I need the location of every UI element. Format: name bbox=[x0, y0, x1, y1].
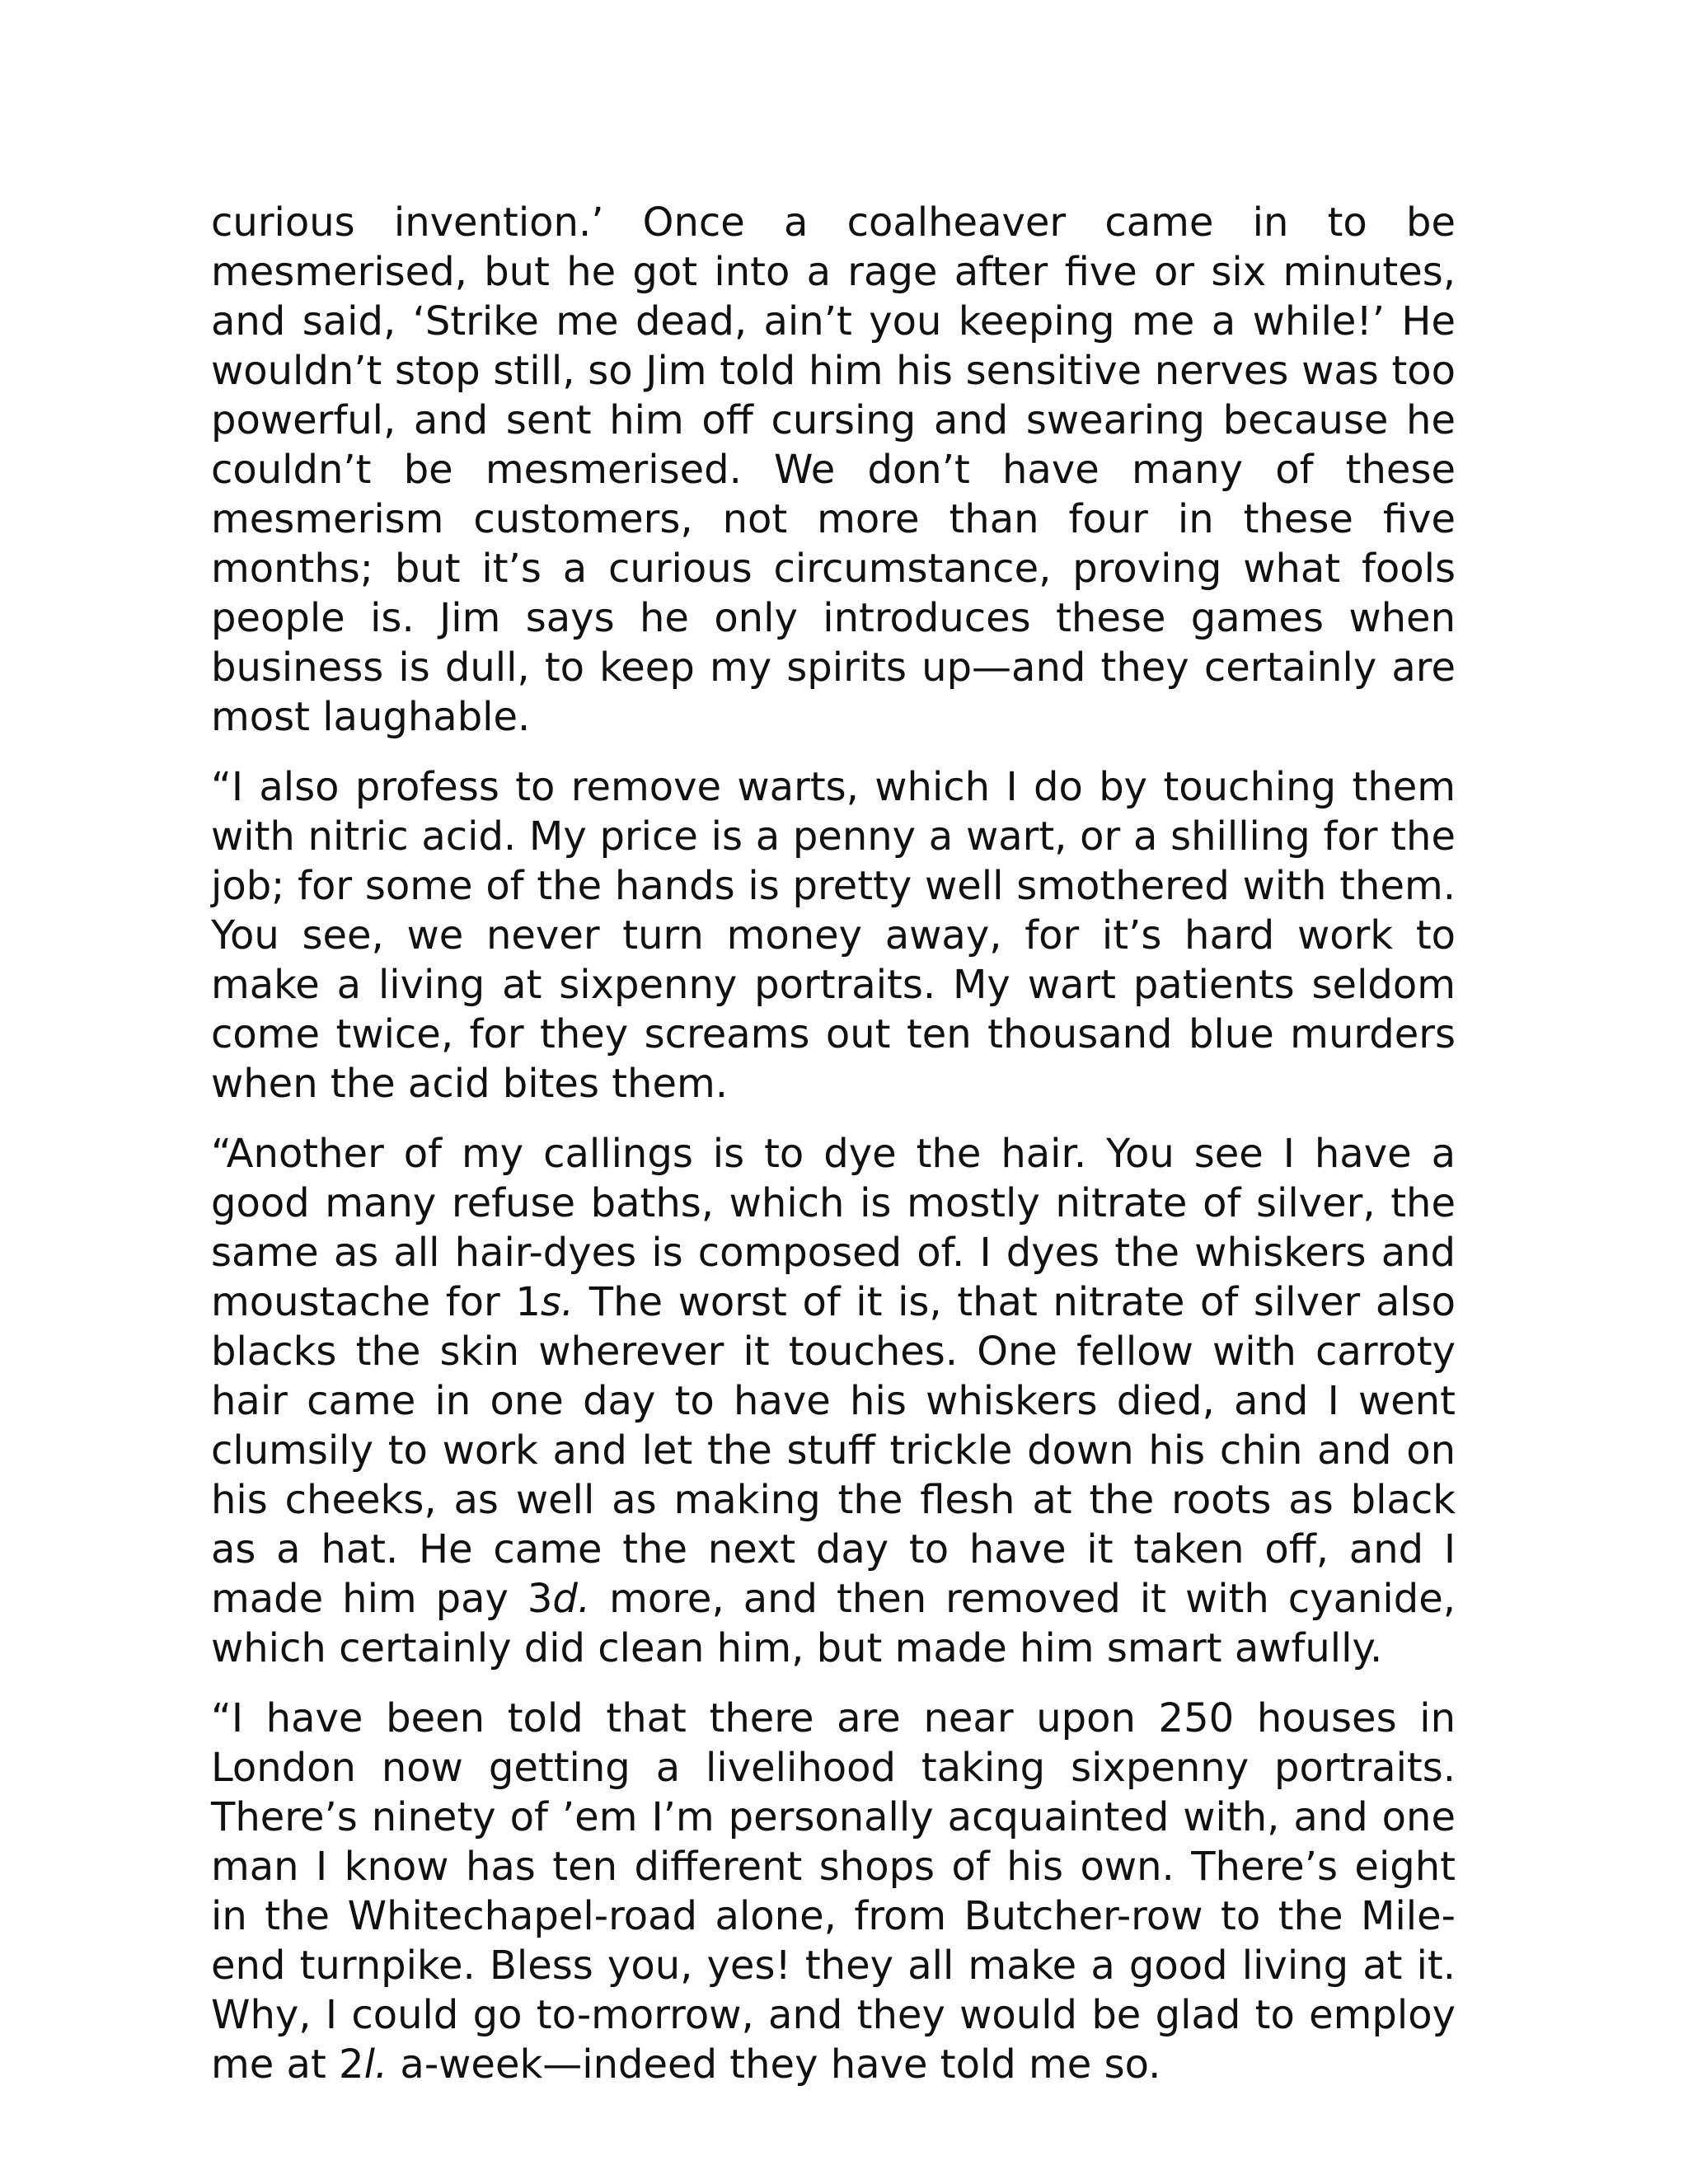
paragraph-text: “Another of my callings is to dye the hair. You see I have a good many refuse baths, which is mostly nitrate of silver, the same as all hair-dyes is composed of. I dyes the whiskers and moustache for 1 bbox=[211, 1131, 1456, 1325]
shilling-abbrev: s. bbox=[540, 1279, 574, 1325]
paragraph-text: more, and then removed it with cyanide, which certainly did clean him, but made him smart awfully. bbox=[211, 1576, 1456, 1671]
paragraph-text: The worst of it is, that nitrate of silver also blacks the skin wherever it touches. One fellow with carroty hair came in one day to have his whiskers died, and I went clumsily to work and let the stuff trickle down his chin and on his cheeks, as well as making the flesh at the roots as black as a hat. He came the next day to have it taken off, and I made him pay 3 bbox=[211, 1279, 1456, 1622]
paragraph-text: curious invention.’ Once a coalheaver came in to be mesmerised, but he got into a rage after five or six minutes, and said, ‘Strike me dead, ain’t you keeping me a while!’ He wouldn’t stop still, so Jim told him his sensitive nerves was too powerful, and sent him off cursing and swearing because he couldn’t be mesmerised. We don’t have many of these mesmerism customers, not more than four in these five months; but it’s a curious circumstance, proving what fools people is. Jim says he only introduces these games when business is dull, to keep my spirits up—and they certainly are most laughable. bbox=[211, 199, 1456, 740]
paragraph-mesmerism bbox=[211, 198, 1456, 742]
paragraph-hair-dye bbox=[211, 1129, 1456, 1673]
document-page bbox=[211, 198, 1456, 2089]
paragraph-text: “I have been told that there are near upon 250 houses in London now getting a livelihood taking sixpenny portraits. There’s ninety of ’em I’m personally acquainted with, and one man I know has ten different shops of his own. There’s eight in the Whitechapel-road alone, from Butcher-row to the Mile-end turnpike. Bless you, yes! they all make a good living at it. Why, I could go to-morrow, and they would be glad to employ me at 2 bbox=[211, 1695, 1456, 2088]
paragraph-portrait-houses bbox=[211, 1694, 1456, 2089]
paragraph-text: a-week—indeed they have told me so. bbox=[387, 2041, 1161, 2088]
pence-abbrev: d. bbox=[552, 1576, 591, 1622]
paragraph-warts bbox=[211, 762, 1456, 1108]
paragraph-text: “I also profess to remove warts, which I do by touching them with nitric acid. My price is a penny a wart, or a shilling for the job; for some of the hands is pretty well smothered with them. You see, we never turn money away, for it’s hard work to make a living at sixpenny portraits. My wart patients seldom come twice, for they screams out ten thousand blue murders when the acid bites them. bbox=[211, 764, 1456, 1107]
pound-abbrev: l. bbox=[363, 2041, 388, 2088]
